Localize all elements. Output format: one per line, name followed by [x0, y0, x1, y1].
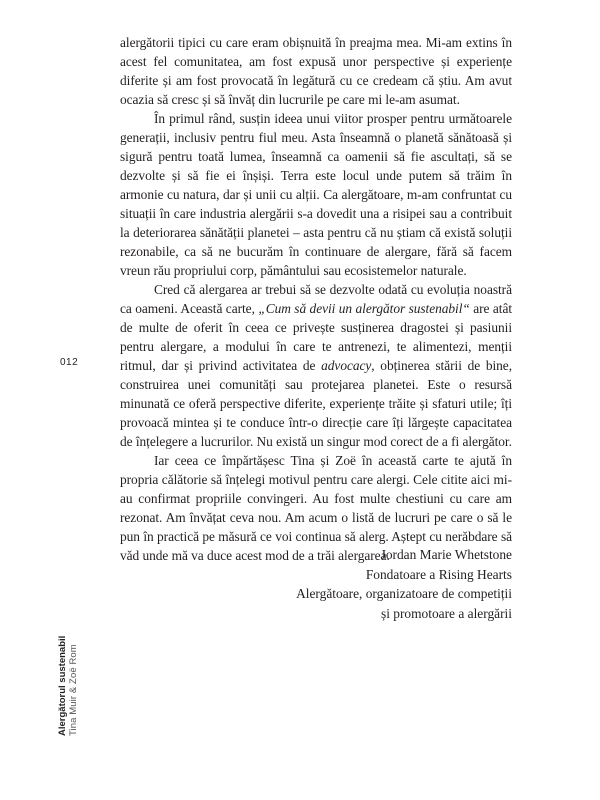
paragraph-3-part-a: Cred că alergarea ar trebui să se dezvolte odată cu evoluția noastră ca oameni. Această carte, [120, 282, 512, 316]
running-head [57, 586, 79, 736]
paragraph-2: În primul rând, susțin ideea unui viitor prosper pentru următoarele generații, inclusiv pentru fiul meu. Asta înseamnă o planetă sănătoasă și sigură pentru toată lumea, înseamnă ca oamenii să fie ascultați, să se dezvolte și să fie ei înșiși. Terra este locul unde putem să trăim în armonie cu natura, dar și unii cu alții. Ca alergătoare, m-am confruntat cu situații în care industria alergării s-a dovedit una a risipei sau a contribuit la deteriorarea sănătății planetei – asta pentru că nu știam că există soluții rezonabile, ca să ne bucurăm în continuare de alergare, fără să facem vreun rău propriului corp, pământului sau ecosistemelor naturale. [120, 111, 512, 278]
signature-role-3: și promotoare a alergării [380, 605, 512, 621]
body-text [120, 33, 512, 565]
paragraph-3-part-b: are atât de multe de oferit în ceea ce privește susținerea dragostei și pasiunii pentru alergare, a modului în care te antrenezi, te alimentezi, menții ritmul, dar și privind activitatea de [120, 301, 513, 373]
running-head-authors: Tina Muir & Zoë Rom [68, 644, 79, 736]
page-number: 012 [60, 357, 79, 368]
paragraph-4: Iar ceea ce împărtășesc Tina și Zoë în această carte te ajută în propria călătorie să înțelegi motivul pentru care alergi. Cele citite aici mi-au confirmat propriile convingeri. Au fost multe chestiuni cu care am rezonat. Am învățat ceva nou. Am acum o listă de lucruri pe care o să le pun în practică pe măsură ce voi continua să alerg. Aștept cu nerăbdare să văd unde mă va duce acest mod de a trăi alergarea. [120, 453, 512, 563]
signature-name: Jordan Marie Whetstone [380, 547, 512, 562]
paragraph-3-part-c: , obținerea stării de bine, construirea unei comunități sau protejarea planetei. Este o resursă minunată ce oferă perspective diferite, experiențe trăite și sfaturi utile; îți provoacă mintea și te conduce într-o direcție care îți lărgește capacitatea de înțelegere a lucrurilor. Nu există un singur mod corect de a fi alergător. [120, 358, 512, 449]
signature-role-1: Fondatoare a Rising Hearts [365, 566, 512, 582]
advocacy-term: advocacy [321, 358, 372, 373]
paragraph-3 [120, 280, 512, 451]
paragraph-1: alergătorii tipici cu care eram obișnuită în preajma mea. Mi-am extins în acest fel comunitatea, am fost expusă unor perspective și experiențe diferite și am fost provocată în legătură cu ce credeam că știu. Am avut ocazia să cresc și să învăț din lucrurile pe care mi le-am asumat. [120, 35, 512, 107]
signature-role-2: Alergătoare, organizatoare de competiții [296, 586, 512, 601]
book-title: „Cum să devii un alergător sustenabil“ [258, 301, 470, 316]
running-head-title: Alergătorul sustenabil [57, 635, 68, 736]
signature-block [296, 545, 512, 623]
